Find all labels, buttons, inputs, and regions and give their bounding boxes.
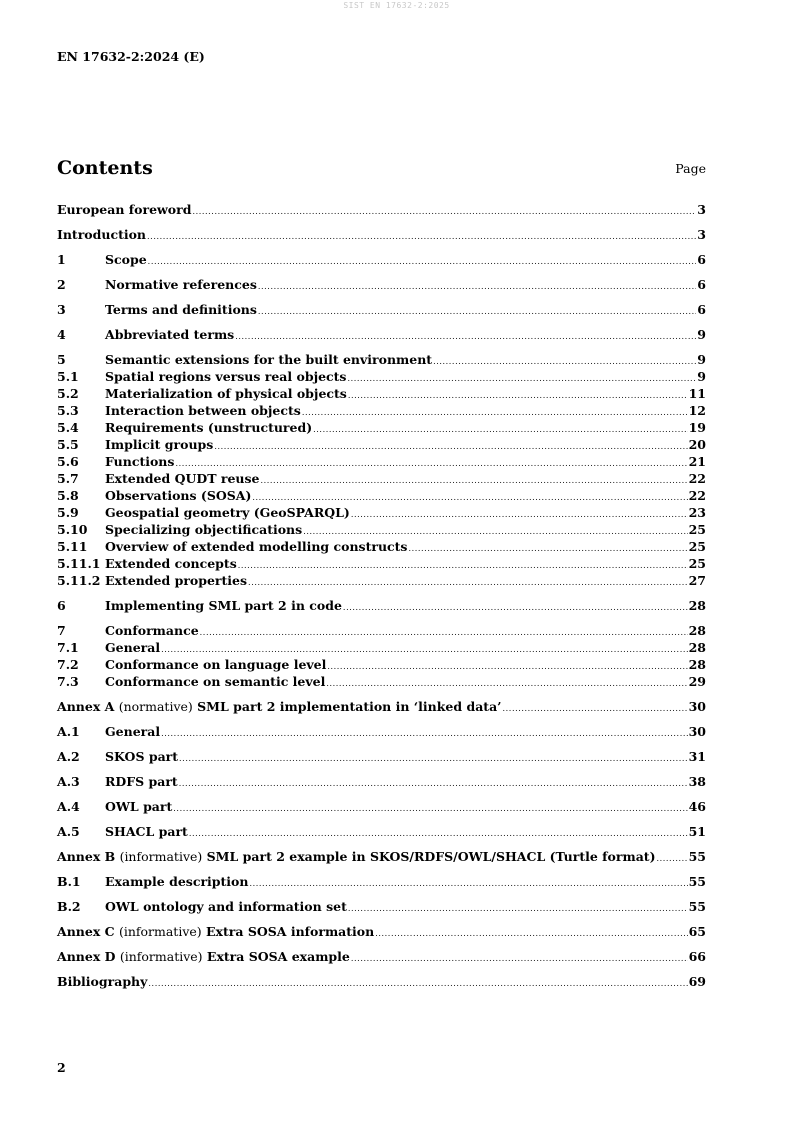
annex-title: SML part 2 example in SKOS/RDFS/OWL/SHACL (Turtle format) [206,849,656,864]
toc-entry-number: 5.2 [57,386,79,401]
toc-entry-number: 5.3 [57,403,79,418]
toc-entry-number: 1 [57,252,66,267]
toc-entry[interactable] [57,798,706,815]
toc-entry[interactable] [57,301,706,318]
toc-entry[interactable] [57,973,706,990]
toc-entry[interactable] [57,470,706,487]
toc-entry[interactable] [57,555,706,572]
toc-entry-title: Introduction [57,227,147,242]
toc-entry-title: Observations (SOSA) [105,488,252,503]
toc-entry-title: Implicit groups [105,437,214,452]
toc-entry[interactable] [57,487,706,504]
toc-entry-title: Bibliography [57,974,148,989]
toc-entry-title [57,923,374,940]
toc-entry[interactable] [57,823,706,840]
toc-leader-dots [656,848,687,867]
toc-leader-dots [148,973,687,992]
toc-entry-page: 30 [688,724,706,739]
toc-entry-page: 6 [697,252,706,267]
toc-entry-page: 46 [688,799,706,814]
toc-entry-page: 21 [688,454,706,469]
toc-entry-title: Terms and definitions [105,302,257,317]
toc-leader-dots [189,823,688,842]
annex-label: Annex B [57,849,116,864]
toc-entry-page: 25 [688,539,706,554]
toc-entry-number: 5.6 [57,454,79,469]
toc-entry-page: 30 [688,699,706,714]
toc-entry-number: 7 [57,623,66,638]
toc-leader-dots [179,773,688,792]
toc-entry-page: 28 [688,657,706,672]
toc-entry-title [57,848,655,865]
toc-entry-number: A.4 [57,799,80,814]
annex-type-note: (informative) [119,849,203,864]
toc-entry-number: 5.7 [57,471,79,486]
toc-entry-title: Implementing SML part 2 in code [105,598,342,613]
annex-title: SML part 2 implementation in ‘linked data’ [197,699,502,714]
toc-entry[interactable] [57,873,706,890]
toc-entry[interactable] [57,453,706,470]
toc-entry-title: Overview of extended modelling constructs [105,539,408,554]
toc-entry-page: 22 [688,488,706,503]
toc-entry-page: 55 [688,899,706,914]
toc-leader-dots [148,251,697,270]
toc-entry[interactable] [57,276,706,293]
toc-entry-title: Materialization of physical objects [105,386,347,401]
toc-entry-number: 5.4 [57,420,79,435]
toc-entry-number: A.2 [57,749,80,764]
annex-type-note: (informative) [119,949,203,964]
toc-entry-title: SKOS part [105,749,179,764]
toc-leader-dots [235,326,696,345]
toc-entry-number: 7.2 [57,657,79,672]
toc-entry-title: Semantic extensions for the built environment [105,352,433,367]
toc-leader-dots [375,923,687,942]
toc-entry-page: 25 [688,522,706,537]
toc-leader-dots [249,873,687,892]
toc-entry-number: 5.9 [57,505,79,520]
toc-entry-number: 5 [57,352,66,367]
toc-entry-page: 31 [688,749,706,764]
toc-entry[interactable] [57,521,706,538]
toc-entry[interactable] [57,723,706,740]
toc-entry-number: A.1 [57,724,80,739]
toc-leader-dots [192,201,696,220]
toc-entry-title: OWL part [105,799,173,814]
toc-entry-title: Extended QUDT reuse [105,471,260,486]
toc-leader-dots [179,748,688,767]
toc-leader-dots [351,948,688,967]
toc-entry-page: 55 [688,849,706,864]
toc-entry-title: Example description [105,874,249,889]
toc-entry[interactable] [57,504,706,521]
toc-entry-page: 38 [688,774,706,789]
toc-entry-page: 11 [688,386,706,401]
toc-entry-page: 66 [688,949,706,964]
toc-entry-title: Geospatial geometry (GeoSPARQL) [105,505,350,520]
annex-label: Annex A [57,699,115,714]
toc-leader-dots [503,698,688,717]
toc-entry-number: 7.1 [57,640,79,655]
toc-leader-dots [258,276,696,295]
toc-entry-title: Functions [105,454,175,469]
toc-entry-title: Spatial regions versus real objects [105,369,347,384]
toc-entry-number: 3 [57,302,66,317]
toc-entry-page: 69 [688,974,706,989]
toc-entry-title: OWL ontology and information set [105,899,347,914]
table-of-contents [57,201,706,990]
toc-entry[interactable] [57,368,706,385]
annex-type-note: (normative) [118,699,193,714]
toc-entry-title: Extended properties [105,573,248,588]
toc-entry[interactable] [57,326,706,343]
contents-title: Contents [57,157,153,179]
document-id-header: EN 17632-2:2024 (E) [57,49,205,64]
toc-entry-title [57,948,350,965]
toc-entry[interactable] [57,251,706,268]
toc-entry-page: 9 [697,352,706,367]
toc-entry-page: 12 [688,403,706,418]
toc-entry-page: 19 [688,420,706,435]
toc-leader-dots [161,723,687,742]
annex-title: Extra SOSA information [206,924,375,939]
toc-entry-page: 28 [688,623,706,638]
annex-type-note: (informative) [118,924,202,939]
toc-entry-number: 5.8 [57,488,79,503]
toc-entry-page: 27 [688,573,706,588]
toc-entry[interactable] [57,923,706,940]
toc-entry[interactable] [57,419,706,436]
toc-entry-title: General [105,724,161,739]
toc-entry[interactable] [57,748,706,765]
toc-entry-page: 20 [688,437,706,452]
toc-entry[interactable] [57,538,706,555]
toc-entry-page: 23 [688,505,706,520]
toc-entry-title: Requirements (unstructured) [105,420,313,435]
toc-entry-page: 65 [688,924,706,939]
toc-entry[interactable] [57,226,706,243]
toc-entry-page: 29 [688,674,706,689]
toc-entry-title: RDFS part [105,774,178,789]
annex-label: Annex D [57,949,116,964]
toc-entry[interactable] [57,402,706,419]
toc-entry-title: SHACL part [105,824,188,839]
toc-entry-number: 5.11.2 [57,573,101,588]
page-column-label: Page [675,161,706,176]
toc-entry-title: Scope [105,252,147,267]
toc-entry[interactable] [57,351,706,368]
toc-entry-page: 28 [688,598,706,613]
toc-entry-number: B.2 [57,899,81,914]
toc-entry[interactable] [57,639,706,656]
toc-entry-page: 22 [688,471,706,486]
toc-entry-page: 3 [697,227,706,242]
toc-entry-title: Extended concepts [105,556,237,571]
toc-entry[interactable] [57,385,706,402]
toc-entry-page: 28 [688,640,706,655]
toc-entry-title: General [105,640,161,655]
toc-entry[interactable] [57,436,706,453]
toc-entry-page: 25 [688,556,706,571]
toc-entry[interactable] [57,622,706,639]
toc-entry-title: Conformance on language level [105,657,327,672]
toc-entry-title: Normative references [105,277,257,292]
toc-entry[interactable] [57,698,706,715]
toc-entry-number: 5.11 [57,539,88,554]
toc-entry-page: 3 [697,202,706,217]
toc-entry-number: 5.11.1 [57,556,101,571]
toc-leader-dots [248,572,688,591]
watermark: SIST EN 17632-2:2025 [343,1,450,10]
toc-entry[interactable] [57,673,706,690]
toc-entry-number: A.3 [57,774,80,789]
toc-entry[interactable] [57,572,706,589]
toc-entry-page: 55 [688,874,706,889]
toc-leader-dots [326,673,687,692]
toc-entry-number: B.1 [57,874,81,889]
toc-entry-number: 2 [57,277,66,292]
toc-leader-dots [343,597,688,616]
toc-entry-page: 6 [697,302,706,317]
toc-entry[interactable] [57,848,706,865]
toc-entry-title: European foreword [57,202,192,217]
toc-entry-number: 5.10 [57,522,88,537]
toc-leader-dots [173,798,687,817]
toc-entry[interactable] [57,898,706,915]
toc-entry-number: 6 [57,598,66,613]
toc-entry-number: 7.3 [57,674,79,689]
toc-entry-page: 6 [697,277,706,292]
toc-entry-page: 51 [688,824,706,839]
toc-entry[interactable] [57,597,706,614]
toc-entry-number: 5.1 [57,369,79,384]
annex-label: Annex C [57,924,115,939]
toc-entry-title: Abbreviated terms [105,327,235,342]
page-number: 2 [57,1060,66,1075]
toc-leader-dots [348,898,688,917]
toc-entry-number: A.5 [57,824,80,839]
toc-entry-title [57,698,502,715]
toc-entry-page: 9 [697,369,706,384]
toc-entry-number: 4 [57,327,66,342]
toc-entry[interactable] [57,656,706,673]
toc-entry-page: 9 [697,327,706,342]
toc-entry-number: 5.5 [57,437,79,452]
toc-entry-title: Conformance [105,623,199,638]
toc-entry[interactable] [57,201,706,218]
toc-leader-dots [147,226,696,245]
toc-leader-dots [258,301,696,320]
annex-title: Extra SOSA example [206,949,350,964]
toc-entry-title: Interaction between objects [105,403,301,418]
toc-entry[interactable] [57,773,706,790]
toc-entry[interactable] [57,948,706,965]
toc-entry-title: Specializing objectifications [105,522,303,537]
toc-entry-title: Conformance on semantic level [105,674,326,689]
